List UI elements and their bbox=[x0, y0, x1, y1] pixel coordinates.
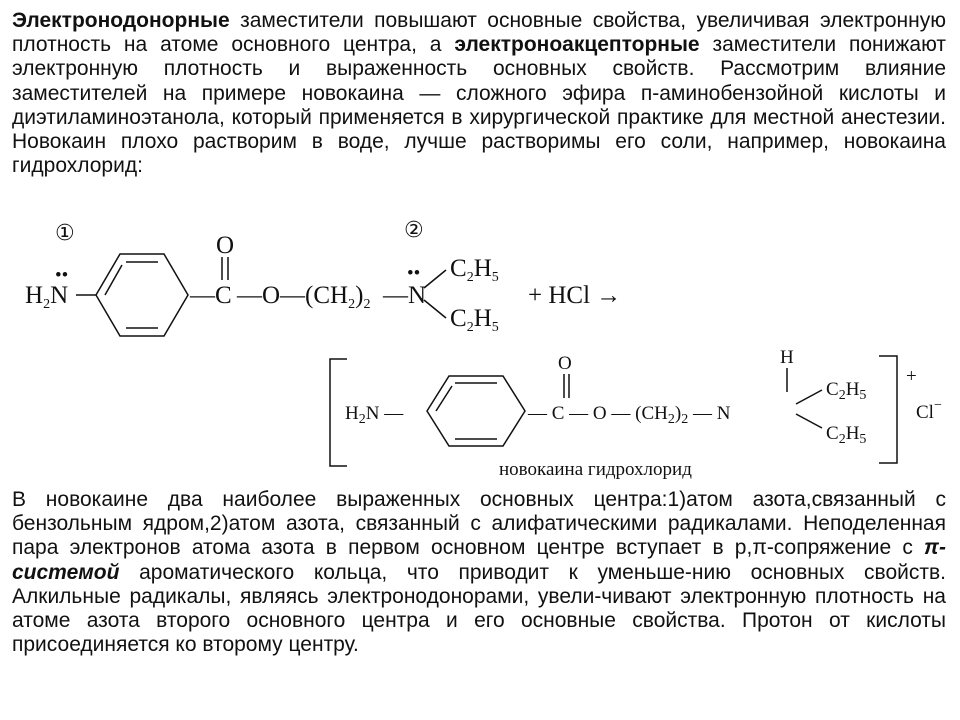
explain-text-2: -сопряжение с bbox=[766, 536, 925, 560]
product-name-label: новокаина гидрохлорид bbox=[499, 459, 692, 480]
novocaine-structure bbox=[25, 218, 621, 336]
basic-center-1-marker: ① bbox=[55, 221, 75, 246]
hcl-reagent: + HCl → bbox=[528, 282, 622, 309]
ethyl-group-2: $C_2H_5$ bbox=[450, 305, 499, 335]
electron-acceptor-term: электроноакцепторные bbox=[454, 33, 700, 57]
ester-chain: $—O—(CH_2)_2$ bbox=[237, 282, 371, 312]
bond-to-ethyl-1 bbox=[424, 270, 446, 288]
novocaine-hydrochloride-structure bbox=[330, 347, 942, 480]
intro-text-1: заместители повышают основные свойства, увеличивая электронную плотность на атоме основного центра, а bbox=[12, 9, 946, 57]
product-ethyl-group-2: $C_2H_5$ bbox=[826, 423, 867, 447]
protonated-hydrogen: H bbox=[780, 347, 794, 368]
product-ethyl-group-1: $C_2H_5$ bbox=[826, 379, 867, 403]
amino-lone-pair: •• bbox=[55, 265, 69, 286]
explain-text-3: ароматического кольца, что приводит к уменьше-нию основных свойств. Алкильные радикалы, являясь электронодонорами, увели-чивают электронную плотность на атоме азота второго основного центра и его основные свойства. Протон от кислоты присоединяется ко второму центру. bbox=[12, 560, 946, 657]
product-ring-double-bond-3 bbox=[436, 386, 452, 411]
product-bond-to-ethyl-2 bbox=[796, 414, 822, 428]
bond-to-ethyl-2 bbox=[424, 300, 446, 318]
benzene-ring bbox=[96, 254, 188, 336]
product-ester-chain: — C — O — $(CH_2)_2$ — N bbox=[528, 403, 731, 427]
basic-center-2-marker: ② bbox=[404, 218, 424, 243]
amino-group: $H_2N$ bbox=[25, 282, 69, 312]
amine-lone-pair: •• bbox=[407, 263, 421, 284]
product-benzene-ring bbox=[427, 376, 525, 446]
ring-double-bond-3 bbox=[105, 265, 122, 295]
explain-text-1: В новокаине два наиболее выраженных основных центра:1)атом азота,связанный с бензольным ядром,2)атом азота, связанный с алифатическими радикалами. Неподеленная пара электронов атома азота в первом основном центре вступает в р, bbox=[12, 488, 946, 560]
product-bond-to-ethyl-1 bbox=[796, 390, 822, 404]
right-bracket bbox=[879, 356, 897, 463]
pi-system-term: -системой bbox=[12, 536, 946, 584]
explanation-paragraph bbox=[12, 488, 946, 657]
ester-carbon: —C bbox=[190, 282, 232, 309]
intro-text-2: заместители понижают электронную плотность и выраженность основных свойств. Рассмотрим влияние заместителей на примере новокаина — сложного эфира п-аминобензойной кислоты и диэтиламиноэтанола, который применяется в хирургической практике для местной анестезии. Новокаин плохо растворим в воде, лучше растворимы его соли, например, новокаина гидрохлорид: bbox=[12, 33, 946, 178]
carbonyl-oxygen: O bbox=[216, 232, 235, 259]
product-carbonyl-oxygen: O bbox=[558, 353, 572, 374]
chloride-counterion: Cl− bbox=[916, 398, 942, 423]
ethyl-group-1: $C_2H_5$ bbox=[450, 255, 499, 285]
product-amino-group: $H_2N$ — bbox=[345, 403, 404, 427]
cation-charge: + bbox=[906, 366, 917, 387]
electron-donor-term: Электронодонорные bbox=[12, 9, 230, 32]
pi-symbol: π bbox=[752, 536, 767, 560]
tertiary-amine: —N bbox=[383, 282, 427, 309]
pi-system-pi: π bbox=[924, 536, 939, 560]
